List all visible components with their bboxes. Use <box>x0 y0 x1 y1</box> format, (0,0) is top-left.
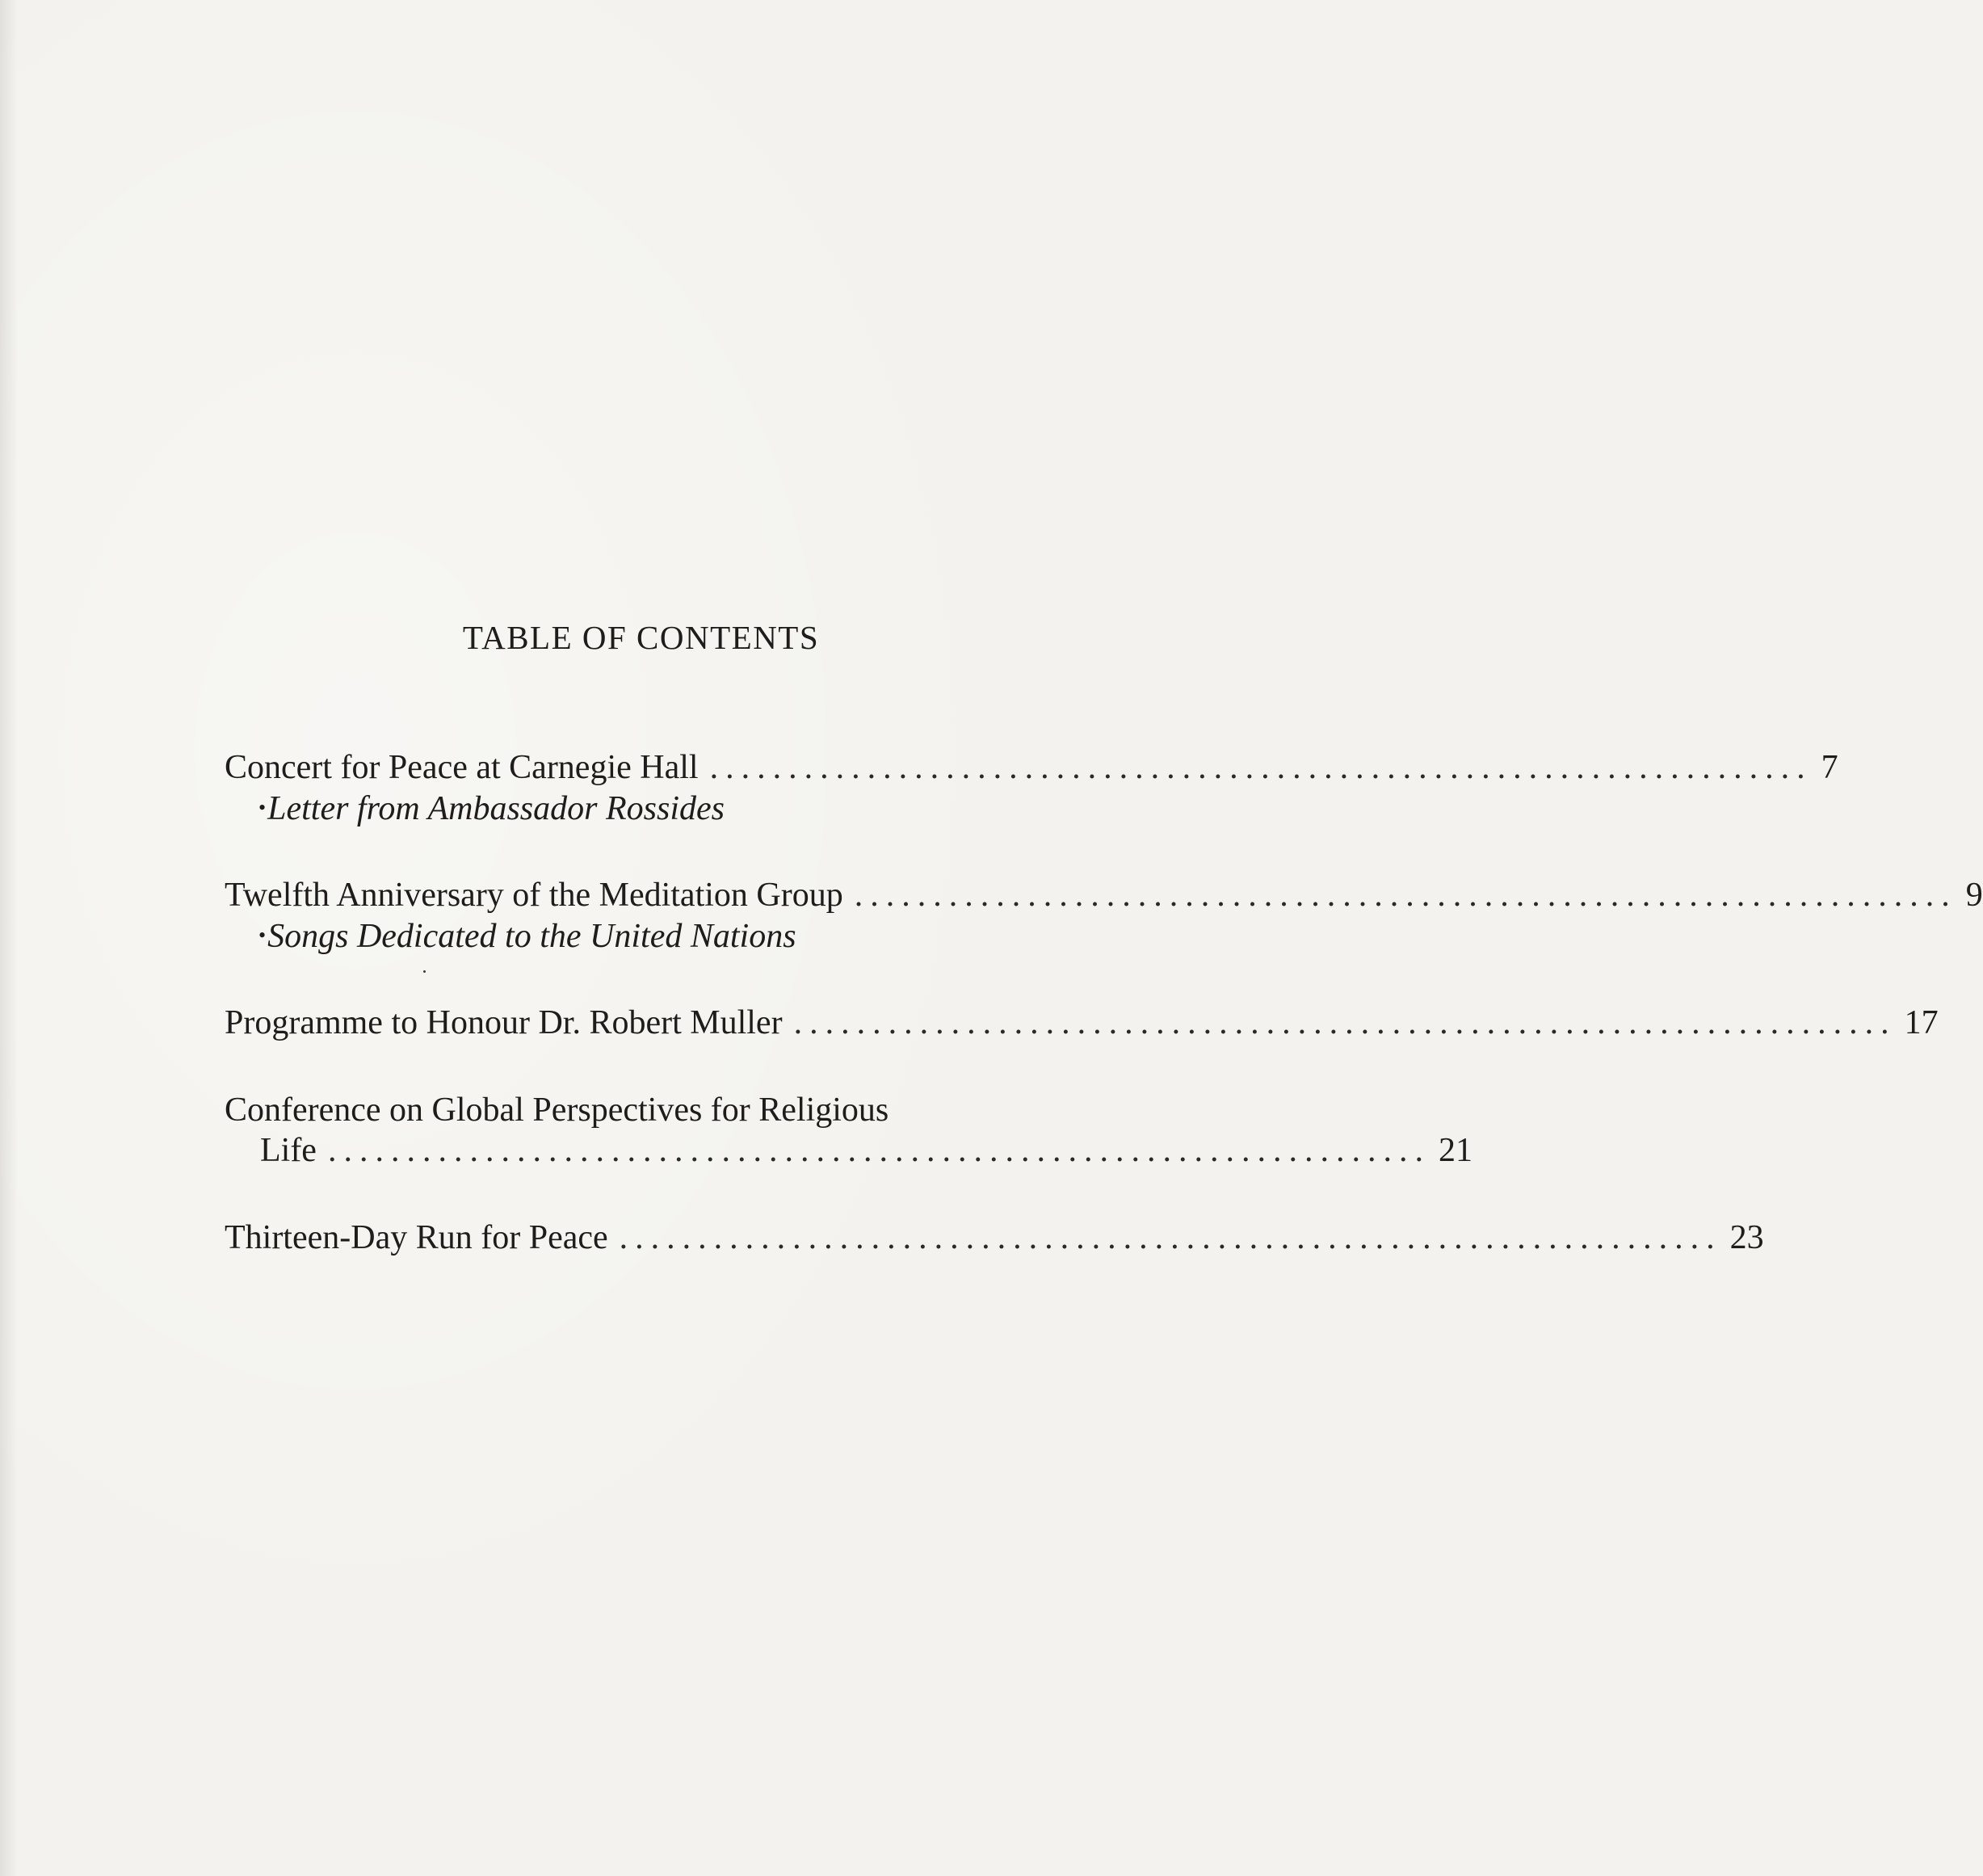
dot-leader: ...................................................................... <box>327 1132 1431 1169</box>
stray-ink-dot <box>423 970 426 973</box>
toc-entry-title-continued: Life <box>260 1132 317 1169</box>
toc-subentry <box>225 788 1050 828</box>
dot-leader: ...................................................................... <box>619 1219 1722 1256</box>
toc-line <box>225 1003 1939 1043</box>
table-of-contents <box>225 747 1983 1258</box>
toc-subentry <box>225 915 1050 956</box>
toc-line-continuation <box>225 1130 1473 1171</box>
toc-page-number: 7 <box>1821 749 1838 786</box>
dot-leader: ...................................................................... <box>709 749 1813 786</box>
dot-leader: ...................................................................... <box>854 877 1957 914</box>
toc-entry-title: Concert for Peace at Carnegie Hall <box>225 749 699 786</box>
toc-entry <box>225 875 1983 956</box>
toc-page-number: 17 <box>1904 1004 1939 1041</box>
toc-line <box>225 1218 1764 1258</box>
toc-line <box>225 747 1838 788</box>
toc-entry-title: Conference on Global Perspectives for Religious <box>225 1092 889 1129</box>
toc-line <box>225 875 1983 915</box>
toc-entry <box>225 1003 1939 1043</box>
page-edge-shadow <box>0 0 18 1876</box>
toc-line <box>225 1090 1050 1130</box>
toc-page-number: 23 <box>1729 1219 1764 1256</box>
toc-entry <box>225 1090 1473 1171</box>
dot-leader: ...................................................................... <box>793 1004 1897 1041</box>
bullet-icon: • <box>258 923 267 947</box>
toc-page-number: 9 <box>1965 877 1983 914</box>
toc-page-number: 21 <box>1438 1132 1473 1169</box>
toc-entry-title: Twelfth Anniversary of the Meditation Group <box>225 877 843 914</box>
toc-subentry-title: Songs Dedicated to the United Nations <box>267 918 796 955</box>
toc-heading: TABLE OF CONTENTS <box>462 619 820 656</box>
toc-entry <box>225 747 1838 828</box>
toc-entry-title: Thirteen-Day Run for Peace <box>225 1219 608 1256</box>
toc-subentry-title: Letter from Ambassador Rossides <box>267 790 725 827</box>
toc-entry <box>225 1218 1764 1258</box>
bullet-icon: • <box>258 796 267 819</box>
toc-entry-title: Programme to Honour Dr. Robert Muller <box>225 1004 783 1041</box>
